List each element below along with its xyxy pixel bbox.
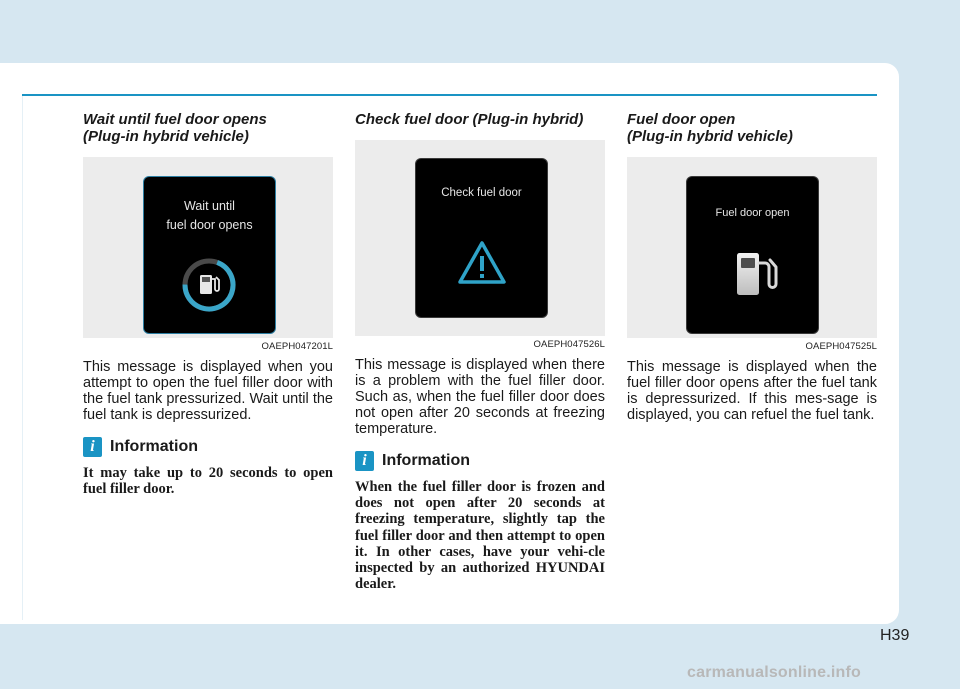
cluster-display [144, 177, 275, 333]
section-heading: Fuel door open (Plug-in hybrid vehicle) [627, 111, 793, 145]
figure-wait-fuel-door [83, 157, 333, 352]
figure-code: OAEPH047201L [261, 341, 333, 352]
information-icon: i [355, 451, 374, 471]
fuel-pump-icon [733, 249, 779, 299]
information-text: It may take up to 20 seconds to open fuel filler door. [83, 465, 333, 498]
information-header [83, 437, 333, 457]
section-fuel-door-open [627, 111, 877, 423]
information-title: Information [110, 438, 198, 455]
cluster-display [416, 159, 547, 317]
section-body: This message is displayed when there is a problem with the fuel filler door. Such as, when the fuel filler door does not open after 20 seconds at freezing temperature. [355, 357, 605, 437]
figure-code: OAEPH047525L [805, 341, 877, 352]
page-number: H39 [880, 627, 910, 644]
section-heading: Wait until fuel door opens (Plug-in hybrid vehicle) [83, 111, 267, 145]
information-text: When the fuel filler door is frozen and does not open after 20 seconds at freezing temperature, slightly tap the fuel filler door and then attempt to open it. In other cases, have your vehi-cle inspected by an authorized HYUNDAI dealer. [355, 479, 605, 593]
fuel-pump-icon [200, 275, 219, 294]
watermark: carmanualsonline.info [687, 664, 862, 681]
display-message: Wait until fuel door opens [166, 199, 253, 232]
figure-check-fuel-door [355, 140, 605, 350]
section-heading: Check fuel door (Plug-in hybrid) [355, 111, 584, 128]
information-header [355, 451, 605, 471]
display-message: Fuel door open [715, 207, 790, 219]
warning-triangle-icon [456, 239, 508, 287]
display-message: Check fuel door [441, 187, 522, 199]
section-wait-fuel-door [83, 111, 333, 497]
progress-ring-icon [181, 257, 237, 313]
section-body: This message is displayed when you attempt to open the fuel filler door with the fuel tank pressurized. Wait until the fuel tank is depressurized. [83, 359, 333, 423]
cluster-display [687, 177, 818, 333]
header-rule [22, 94, 877, 96]
section-check-fuel-door [355, 111, 605, 592]
information-icon: i [83, 437, 102, 457]
figure-fuel-door-open [627, 157, 877, 352]
margin-rule [22, 96, 23, 620]
section-body: This message is displayed when the fuel filler door opens after the fuel tank is depressurized. If this mes-sage is displayed, you can refuel the fuel tank. [627, 359, 877, 423]
figure-code: OAEPH047526L [533, 339, 605, 350]
information-title: Information [382, 452, 470, 469]
